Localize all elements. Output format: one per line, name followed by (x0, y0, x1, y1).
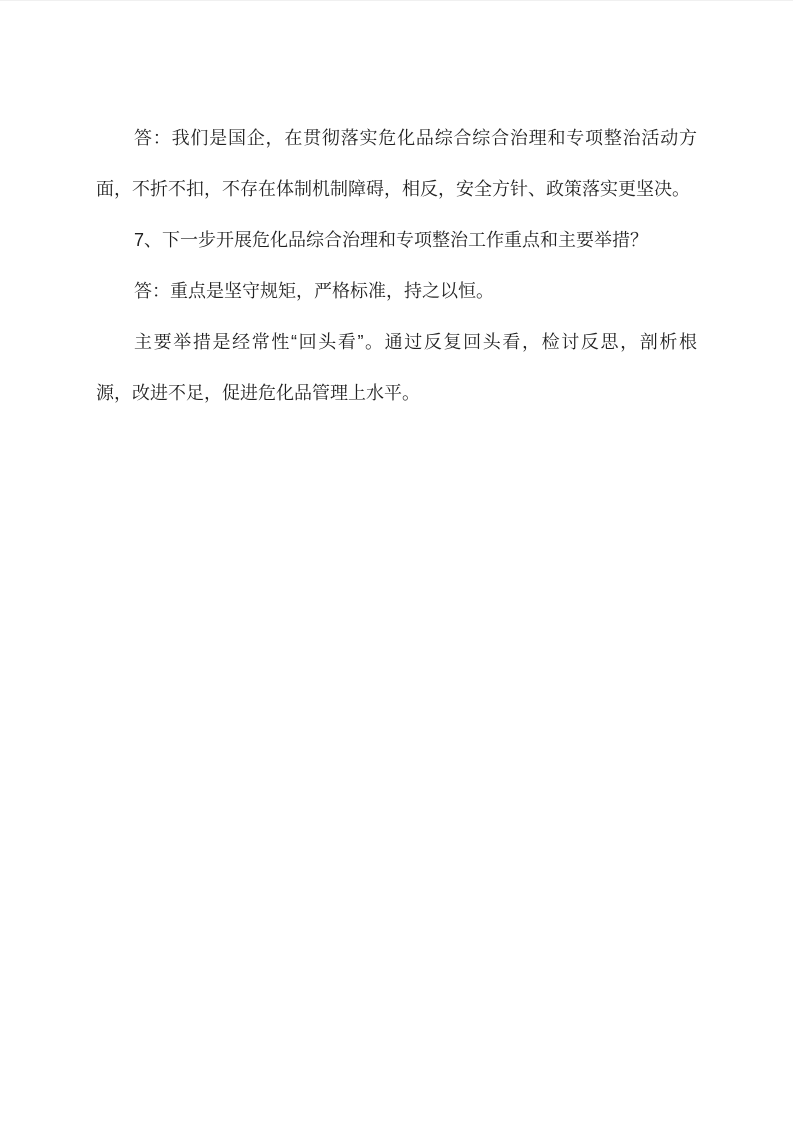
answer-paragraph-7-measures (96, 317, 697, 419)
document-body (96, 113, 697, 419)
text-line: 答：我们是国企，在贯彻落实危化品综合综合治理和专项整治活动方 (134, 128, 697, 148)
text-line: 源，改进不足，促进危化品管理上水平。 (96, 383, 420, 403)
text-line: 7、下一步开展危化品综合治理和专项整治工作重点和主要举措？ (134, 230, 649, 250)
text-line: 答：重点是坚守规矩，严格标准，持之以恒。 (134, 281, 494, 301)
answer-paragraph-6 (96, 113, 697, 215)
text-line: 主要举措是经常性“回头看”。通过反复回头看，检讨反思，剖析根 (134, 332, 697, 352)
question-paragraph-7 (96, 215, 697, 266)
answer-paragraph-7-summary (96, 266, 697, 317)
text-line: 面，不折不扣，不存在体制机制障碍，相反，安全方针、政策落实更坚决。 (96, 179, 690, 199)
